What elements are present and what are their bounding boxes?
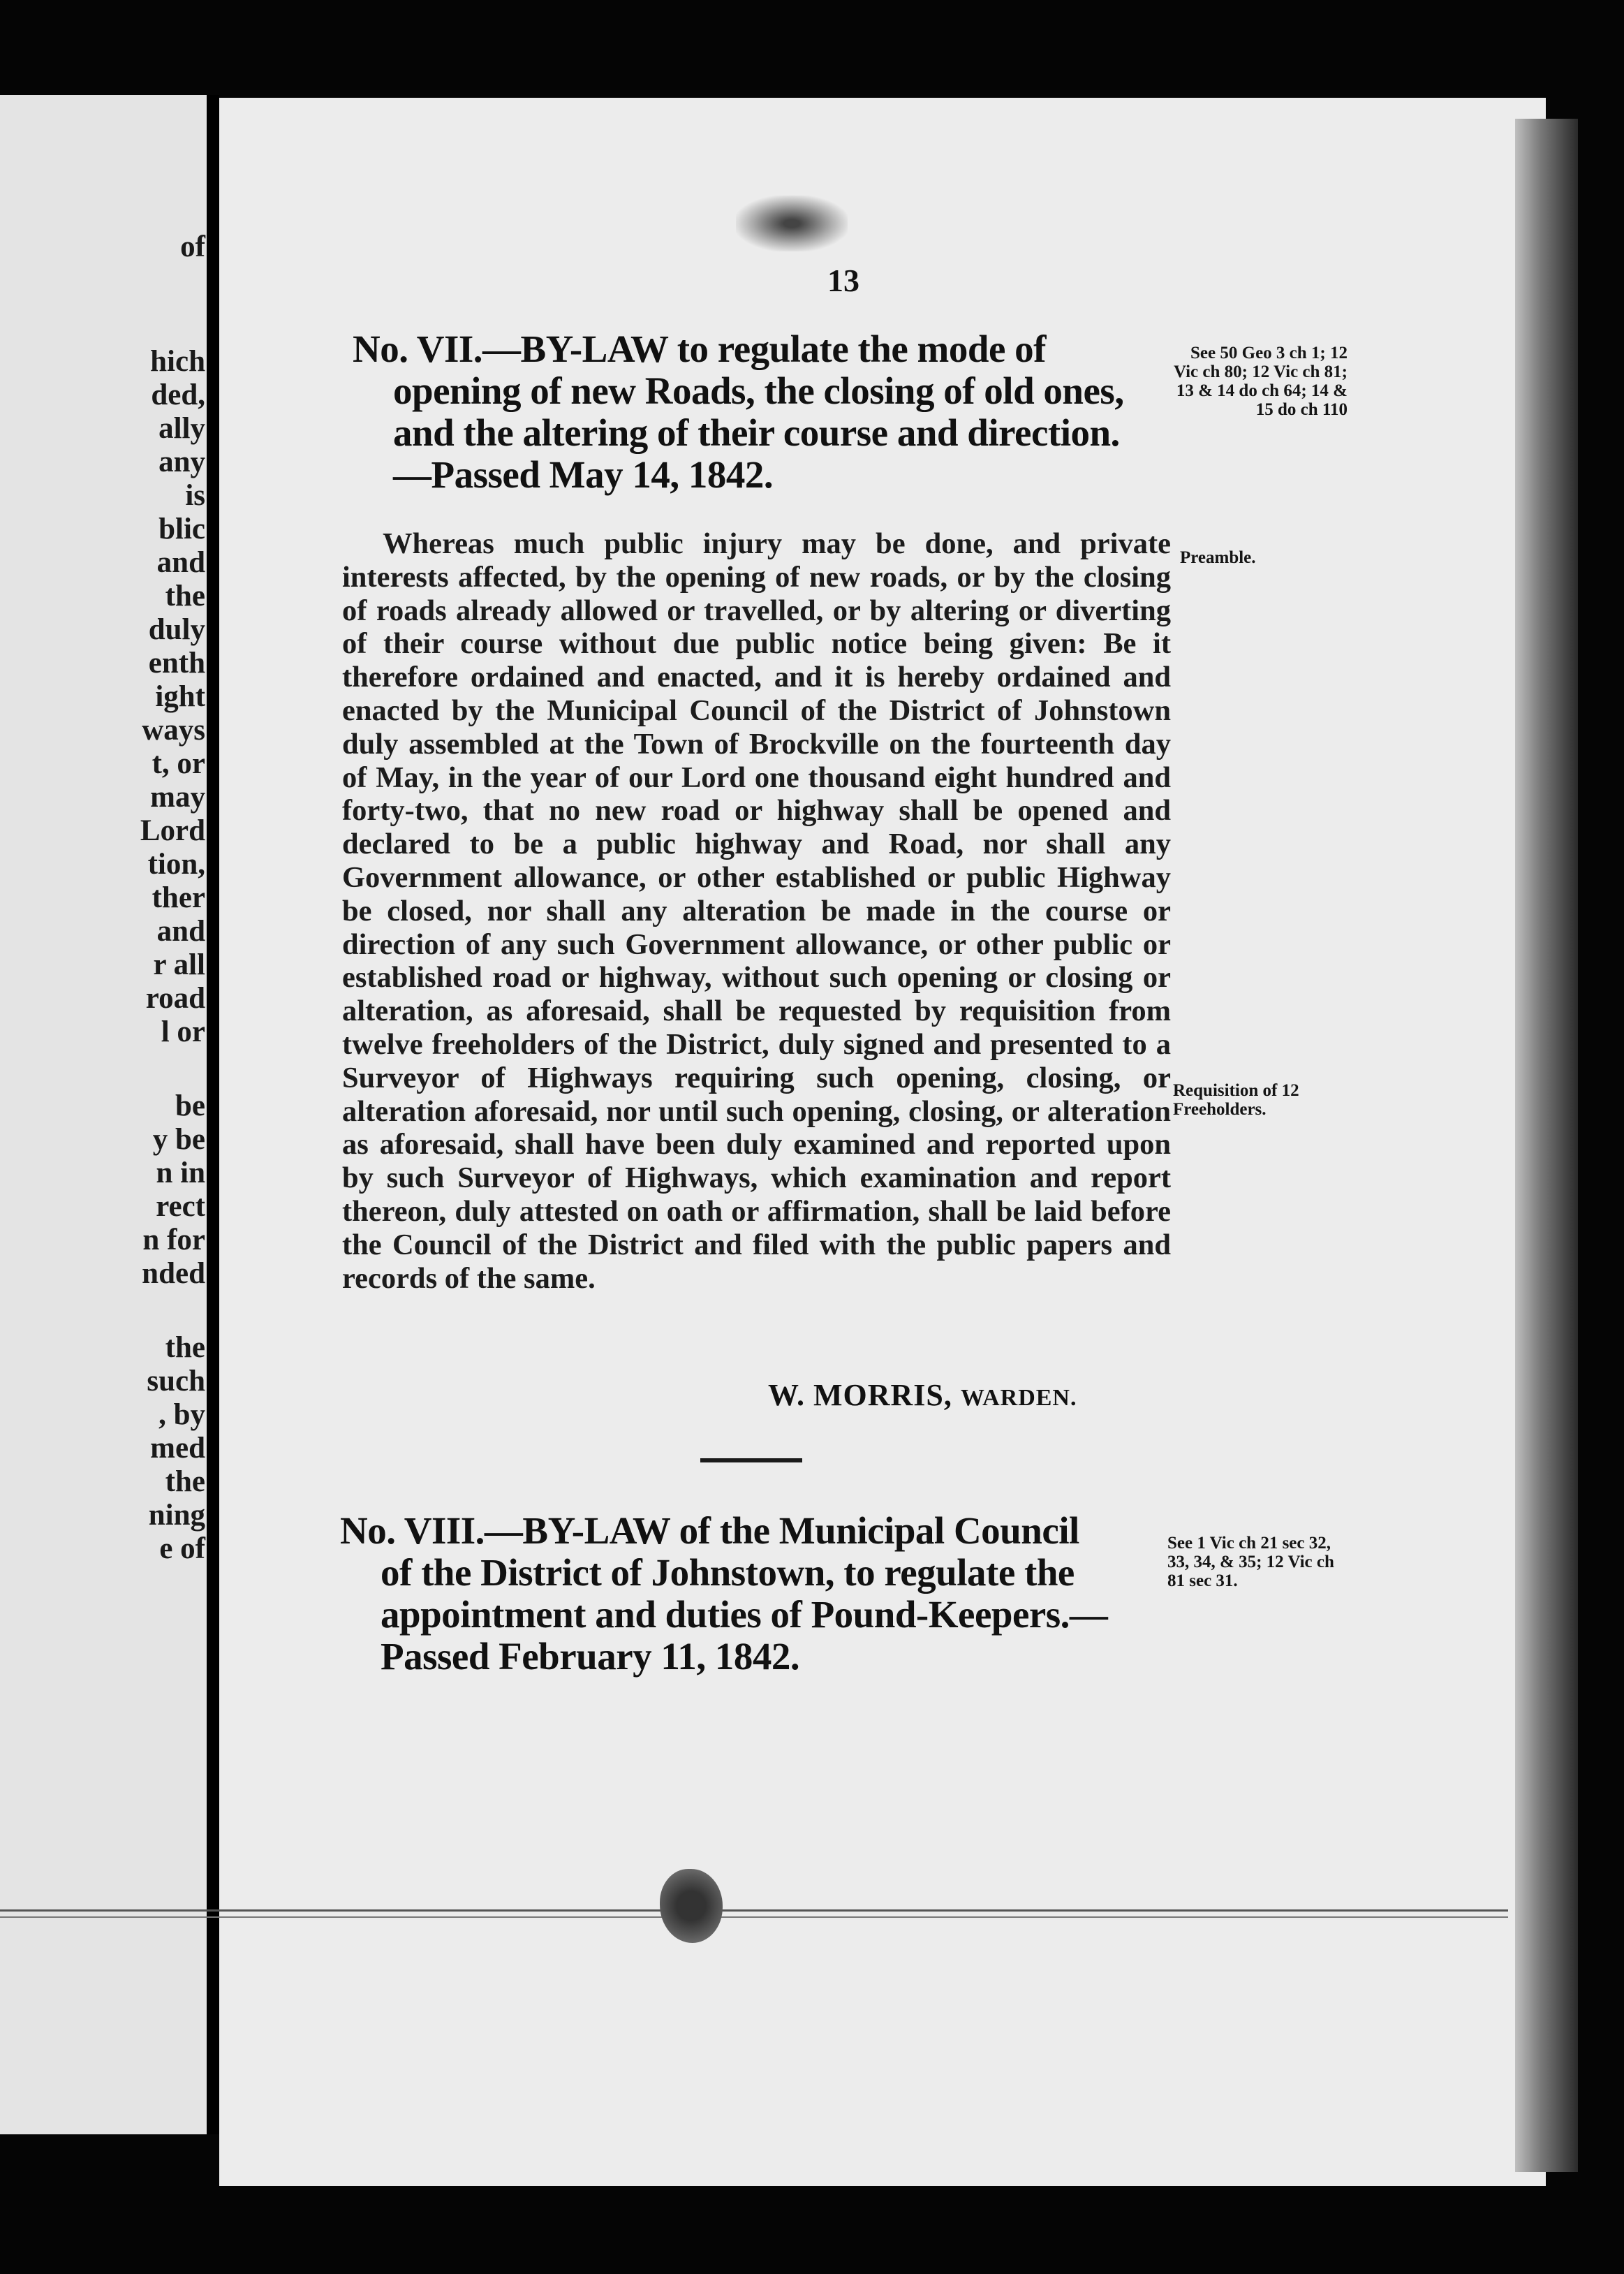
- left-page-fragment: is: [185, 479, 205, 512]
- left-page-fragment: and: [156, 546, 205, 579]
- left-page-fragment: ning: [148, 1499, 205, 1532]
- left-page-fragment: Lord: [140, 814, 205, 847]
- left-page-fragment: and: [156, 915, 205, 948]
- left-page-fragment: the: [165, 580, 205, 612]
- left-page-fragment: tion,: [147, 848, 205, 881]
- margin-note-preamble: Preamble.: [1180, 548, 1256, 567]
- left-page-fragment: n for: [142, 1224, 205, 1256]
- signature-title: WARDEN.: [960, 1385, 1077, 1411]
- bylaw-7-title-line: opening of new Roads, the closing of old ones,: [393, 369, 1124, 412]
- left-page-fragment: r all: [153, 948, 205, 981]
- page-rule: [0, 1909, 1508, 1912]
- bylaw-7-paragraph: Whereas much public injury may be done, and private interests affected, by the opening of new roads, or by the closing of roads already allowed or travelled, or by altering or diverting of their course without due public notice being given: Be it therefore ordained and enacted, and it is hereby ordained and enacted by the Municipal Council of the District of Johnstown duly assembled at the Town of Brockville on the fourteenth day of May, in the year of our Lord one thousand eight hundred and forty-two, that no new road or highway shall be opened and declared to be a public highway and Road, nor shall any Government allowance, or other established or public Highway be closed, nor shall any alteration be made in the course or direction of any such Government allowance, or other public or established road or highway, without such opening or closing or alteration, as aforesaid, shall be requested by requisition from twelve freeholders of the District, duly signed and presented to a Surveyor of Highways requiring such opening, closing, or alteration aforesaid, nor until such opening, closing, or alteration as aforesaid, shall have been duly examined and reported upon by such Surveyor of Highways, which examination and report thereon, duly attested on oath or affirmation, shall be laid before the Council of the District and filed with the public papers and records of the same.: [342, 527, 1171, 1295]
- ink-blot: [660, 1869, 723, 1943]
- book-spine: [207, 95, 219, 2134]
- left-page-fragment: ight: [155, 680, 205, 713]
- ink-stain: [736, 196, 848, 251]
- left-page-fragment: road: [145, 982, 205, 1015]
- bylaw-7-title-line: —Passed May 14, 1842.: [393, 453, 774, 496]
- signature: [768, 1377, 1077, 1413]
- bylaw-7-title-line: and the altering of their course and direction.: [393, 411, 1120, 454]
- left-page-fragment: e of: [159, 1532, 205, 1565]
- left-page-fragment: rect: [156, 1190, 205, 1223]
- bylaw-7-body: [342, 527, 1171, 1295]
- bylaw-8-title: [340, 1510, 1174, 1678]
- page-edge: [1515, 119, 1578, 2172]
- page-rule: [0, 1916, 1508, 1918]
- bylaw-8-title-line: Passed February 11, 1842.: [381, 1635, 800, 1678]
- left-page-fragment: med: [150, 1432, 205, 1465]
- bylaw-8-title-line: appointment and duties of Pound-Keepers.—: [381, 1593, 1108, 1636]
- left-page-fragment: ther: [152, 881, 205, 914]
- left-page-fragment: n in: [156, 1157, 205, 1189]
- left-page-fragment: nded: [142, 1257, 205, 1290]
- section-divider: [700, 1458, 802, 1462]
- left-page-fragment: l or: [161, 1015, 205, 1048]
- margin-note-requisition: Requisition of 12 Freeholders.: [1173, 1081, 1299, 1119]
- left-page-fragment: duly: [148, 613, 205, 646]
- left-page-fragment: ways: [142, 714, 205, 747]
- left-page-fragment: hich: [150, 345, 205, 378]
- left-page-fragment: the: [165, 1465, 205, 1498]
- left-page-fragment: t, or: [152, 747, 205, 780]
- page-number: 13: [827, 263, 859, 298]
- left-page-fragment: enth: [148, 647, 205, 680]
- bylaw-7-margin-reference: See 50 Geo 3 ch 1; 12 Vic ch 80; 12 Vic ch 81; 13 & 14 do ch 64; 14 & 15 do ch 110: [1173, 344, 1348, 419]
- bylaw-8-title-line: of the District of Johnstown, to regulate the: [381, 1551, 1075, 1594]
- left-page-fragment: such: [147, 1365, 205, 1398]
- signature-name: W. MORRIS,: [768, 1378, 952, 1412]
- left-page: [0, 95, 207, 2134]
- left-page-fragment: any: [158, 446, 205, 478]
- left-page-fragment: , by: [158, 1398, 205, 1431]
- left-page-fragment: the: [165, 1331, 205, 1364]
- left-page-fragment: y be: [152, 1123, 205, 1156]
- left-page-fragment: ally: [158, 412, 205, 445]
- left-page-fragment: blic: [158, 513, 205, 545]
- left-page-fragment: ded,: [151, 379, 205, 411]
- left-page-fragment: of: [180, 230, 205, 263]
- left-page-fragment: be: [175, 1090, 205, 1122]
- left-page-fragment: may: [150, 781, 205, 814]
- bylaw-8-margin-reference: See 1 Vic ch 21 sec 32, 33, 34, & 35; 12 Vic ch 81 sec 31.: [1167, 1534, 1334, 1590]
- bylaw-7-title-line: No. VII.—BY-LAW to regulate the mode of: [353, 328, 1046, 370]
- bylaw-7-title: [353, 328, 1169, 496]
- bylaw-8-title-line: No. VIII.—BY-LAW of the Municipal Council: [340, 1509, 1079, 1552]
